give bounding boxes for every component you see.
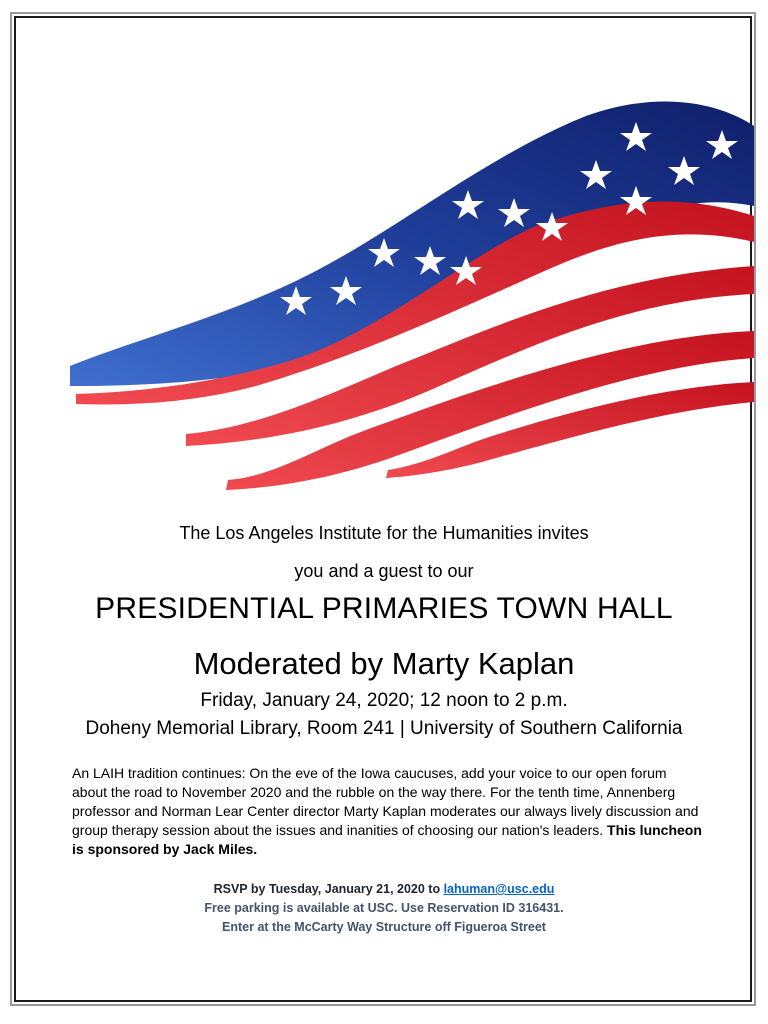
sponsor-line: This luncheon is sponsored by Jack Miles. (72, 822, 702, 857)
rsvp-email-link[interactable]: lahuman@usc.edu (443, 882, 555, 896)
rsvp-line (40, 880, 728, 899)
invite-line-2: you and a guest to our (294, 561, 474, 581)
rsvp-block (40, 880, 728, 937)
event-description (72, 764, 702, 859)
location-line: Doheny Memorial Library, Room 241 | University of Southern California (85, 718, 683, 739)
description-body: An LAIH tradition continues: On the eve of the Iowa caucuses, add your voice to our open forum about the road to November 2020 and the rubble on the way there. For the tenth time, Annenberg professor and Norman Lear Center director Marty Kaplan moderates our always lively discussion and group therapy session about the issues and inanities of choosing our nation's leaders. (72, 765, 699, 838)
moderator-line: Moderated by Marty Kaplan (193, 646, 575, 681)
date-time-line: Friday, January 24, 2020; 12 noon to 2 p.m. (200, 690, 568, 711)
entrance-info: Enter at the McCarty Way Structure off Figueroa Street (222, 920, 546, 934)
invite-line-1: The Los Angeles Institute for the Humanities invites (179, 523, 589, 543)
event-header (40, 520, 728, 742)
event-title: PRESIDENTIAL PRIMARIES TOWN HALL (95, 592, 673, 625)
parking-info: Free parking is available at USC. Use Reservation ID 316431. (204, 901, 564, 915)
american-flag-wave-icon (66, 86, 756, 496)
rsvp-prefix: RSVP by Tuesday, January 21, 2020 to (213, 882, 441, 896)
